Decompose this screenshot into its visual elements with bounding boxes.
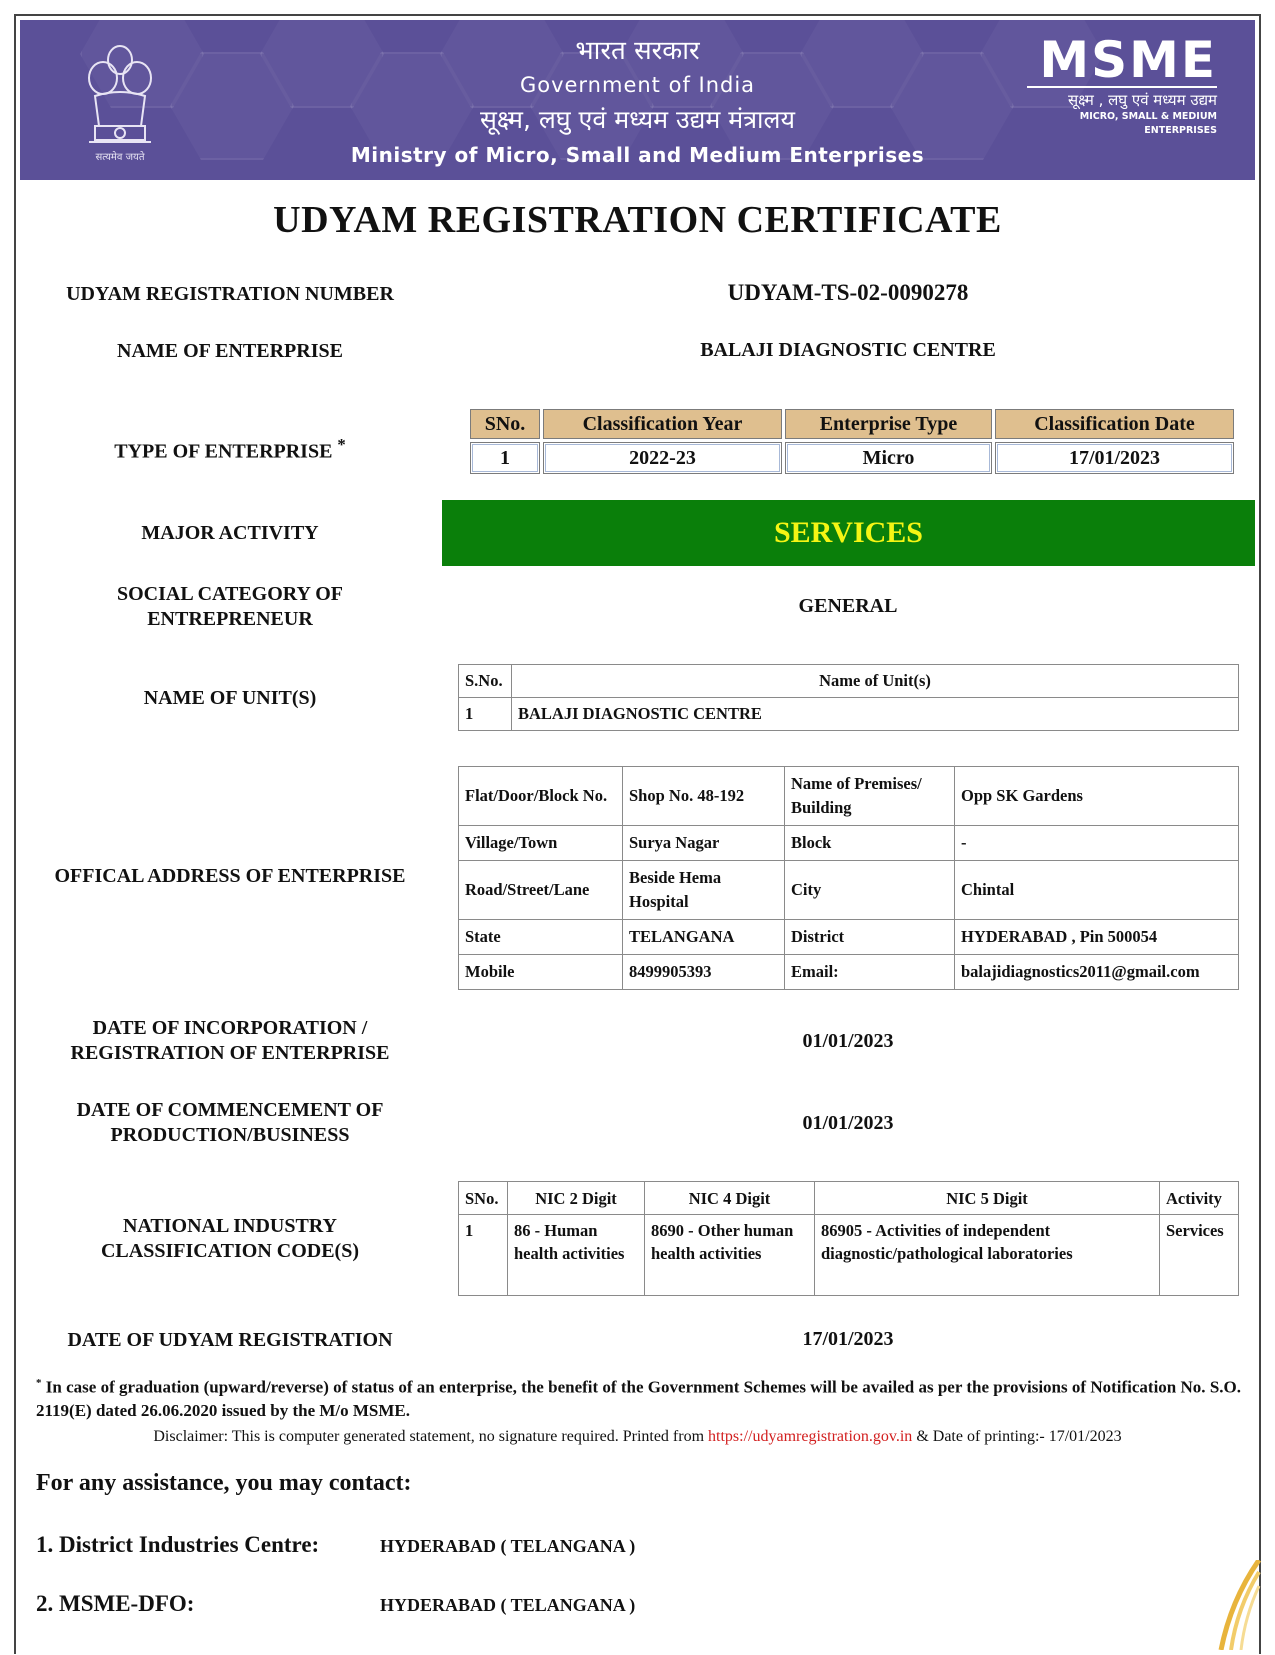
udyam-portal-link[interactable]: https://udyamregistration.gov.in <box>708 1428 913 1445</box>
address-cell: Beside Hema Hospital <box>623 861 785 920</box>
classification-cell: Micro <box>785 442 992 474</box>
footnote-text: In case of graduation (upward/reverse) of status of an enterprise, the benefit of the Government Schemes will be availed as per the provisions of Notification No. S.O. 2119(E) dated 26.06.2020 issued by the M/o MSME. <box>36 1377 1242 1420</box>
registration-number-value: UDYAM-TS-02-0090278 <box>727 280 969 305</box>
address-cell: Mobile <box>459 955 623 990</box>
address-cell: Opp SK Gardens <box>955 767 1239 826</box>
certificate-title: UDYAM REGISTRATION CERTIFICATE <box>273 199 1002 241</box>
enterprise-type-label-text: TYPE OF ENTERPRISE <box>114 440 333 463</box>
emblem-motto: सत्यमेव जयते <box>95 152 145 163</box>
contact-value-dic: HYDERABAD ( TELANGANA ) <box>380 1536 636 1556</box>
address-cell: District <box>785 920 955 955</box>
header-banner <box>20 20 1255 180</box>
nic-cell: 86 - Human health activities <box>508 1215 645 1296</box>
units-cell: BALAJI DIAGNOSTIC CENTRE <box>512 698 1239 731</box>
social-category-label-line2: ENTREPRENEUR <box>147 608 313 630</box>
table-row <box>459 767 1239 826</box>
nic-cell: 86905 - Activities of independent diagnostic/pathological laboratories <box>815 1215 1160 1296</box>
government-of-india: Government of India <box>519 73 756 97</box>
enterprise-type-asterisk: * <box>337 435 346 454</box>
units-cell: 1 <box>459 698 512 731</box>
nic-cell: 8690 - Other human health activities <box>645 1215 815 1296</box>
graduation-footnote <box>36 1372 1241 1422</box>
table-row <box>459 826 1239 861</box>
ministry-hindi: सूक्ष्म, लघु एवं मध्यम उद्यम मंत्रालय <box>480 105 795 134</box>
nic-cell: 1 <box>459 1215 508 1296</box>
address-cell: Road/Street/Lane <box>459 861 623 920</box>
decorative-swoosh-icon <box>1201 1560 1261 1650</box>
address-label: OFFICAL ADDRESS OF ENTERPRISE <box>54 865 406 887</box>
nic-header: SNo. <box>459 1182 508 1215</box>
address-cell: Flat/Door/Block No. <box>459 767 623 826</box>
address-cell: 8499905393 <box>623 955 785 990</box>
address-cell: Block <box>785 826 955 861</box>
table-row <box>470 442 1234 474</box>
nic-label-line1: NATIONAL INDUSTRY <box>123 1215 337 1237</box>
address-cell: Shop No. 48-192 <box>623 767 785 826</box>
msme-logo <box>1027 31 1217 138</box>
classification-header: Classification Date <box>995 409 1234 439</box>
classification-table <box>467 406 1237 477</box>
classification-cell: 2022-23 <box>543 442 782 474</box>
classification-cell: 1 <box>470 442 540 474</box>
nic-header: NIC 4 Digit <box>645 1182 815 1215</box>
social-category-label-line1: SOCIAL CATEGORY OF <box>117 583 343 605</box>
contact-label-dfo: 2. MSME-DFO: <box>36 1591 195 1616</box>
table-row <box>459 1215 1239 1296</box>
incorporation-label-line1: DATE OF INCORPORATION / <box>92 1017 368 1039</box>
address-cell: Surya Nagar <box>623 826 785 861</box>
units-header: Name of Unit(s) <box>512 665 1239 698</box>
msme-logo-english: MICRO, SMALL & MEDIUM ENTERPRISES <box>1079 111 1217 136</box>
commencement-date-label <box>30 1098 430 1148</box>
nic-label <box>30 1214 430 1264</box>
disclaimer-suffix: & Date of printing:- 17/01/2023 <box>912 1428 1122 1445</box>
major-activity-label: MAJOR ACTIVITY <box>141 522 319 544</box>
address-cell: Email: <box>785 955 955 990</box>
nic-header: Activity <box>1160 1182 1239 1215</box>
address-cell: Name of Premises/ Building <box>785 767 955 826</box>
enterprise-type-label <box>30 432 430 465</box>
table-row <box>459 698 1239 731</box>
udyam-date-label: DATE OF UDYAM REGISTRATION <box>67 1329 393 1351</box>
footnote-asterisk: * <box>36 1377 42 1389</box>
udyam-date-value: 17/01/2023 <box>802 1328 894 1350</box>
contact-label-dic: 1. District Industries Centre: <box>36 1532 320 1557</box>
classification-cell: 17/01/2023 <box>995 442 1234 474</box>
address-cell: State <box>459 920 623 955</box>
classification-header: Classification Year <box>543 409 782 439</box>
address-email: balajidiagnostics2011@gmail.com <box>955 955 1239 990</box>
incorporation-date-label <box>30 1016 430 1066</box>
commencement-label-line1: DATE OF COMMENCEMENT OF <box>76 1099 384 1121</box>
address-cell: Village/Town <box>459 826 623 861</box>
units-header: S.No. <box>459 665 512 698</box>
address-cell: TELANGANA <box>623 920 785 955</box>
units-table <box>458 664 1239 731</box>
table-row <box>459 920 1239 955</box>
address-cell: Chintal <box>955 861 1239 920</box>
enterprise-name-value: BALAJI DIAGNOSTIC CENTRE <box>700 339 996 361</box>
social-category-value: GENERAL <box>798 595 898 617</box>
assistance-heading: For any assistance, you may contact: <box>36 1470 412 1496</box>
table-row <box>459 955 1239 990</box>
commencement-date-value: 01/01/2023 <box>802 1112 894 1134</box>
nic-label-line2: CLASSIFICATION CODE(S) <box>100 1240 359 1262</box>
commencement-label-line2: PRODUCTION/BUSINESS <box>110 1124 350 1146</box>
disclaimer <box>0 1428 1275 1446</box>
address-cell: HYDERABAD , Pin 500054 <box>955 920 1239 955</box>
incorporation-label-line2: REGISTRATION OF ENTERPRISE <box>70 1042 390 1064</box>
nic-cell: Services <box>1160 1215 1239 1296</box>
classification-header: SNo. <box>470 409 540 439</box>
msme-logo-hindi: सूक्ष्म , लघु एवं मध्यम उद्यम <box>1027 86 1217 110</box>
table-row <box>459 861 1239 920</box>
disclaimer-prefix: Disclaimer: This is computer generated statement, no signature required. Printed from <box>153 1428 709 1445</box>
enterprise-name-label: NAME OF ENTERPRISE <box>117 340 343 362</box>
contact-value-dfo: HYDERABAD ( TELANGANA ) <box>380 1595 636 1615</box>
incorporation-date-value: 01/01/2023 <box>802 1030 894 1052</box>
nic-header: NIC 5 Digit <box>815 1182 1160 1215</box>
ministry-english: Ministry of Micro, Small and Medium Enterprises <box>350 143 925 167</box>
social-category-label <box>30 582 430 632</box>
address-table <box>458 766 1239 990</box>
msme-logo-text: MSME <box>1039 31 1217 89</box>
nic-header: NIC 2 Digit <box>508 1182 645 1215</box>
nic-table <box>458 1181 1239 1296</box>
unit-name-label: NAME OF UNIT(S) <box>143 687 317 709</box>
registration-number-label: UDYAM REGISTRATION NUMBER <box>66 283 394 305</box>
address-cell: - <box>955 826 1239 861</box>
classification-header: Enterprise Type <box>785 409 992 439</box>
address-cell: City <box>785 861 955 920</box>
major-activity-value: SERVICES <box>442 500 1255 566</box>
hindi-government: भारत सरकार <box>575 36 700 66</box>
